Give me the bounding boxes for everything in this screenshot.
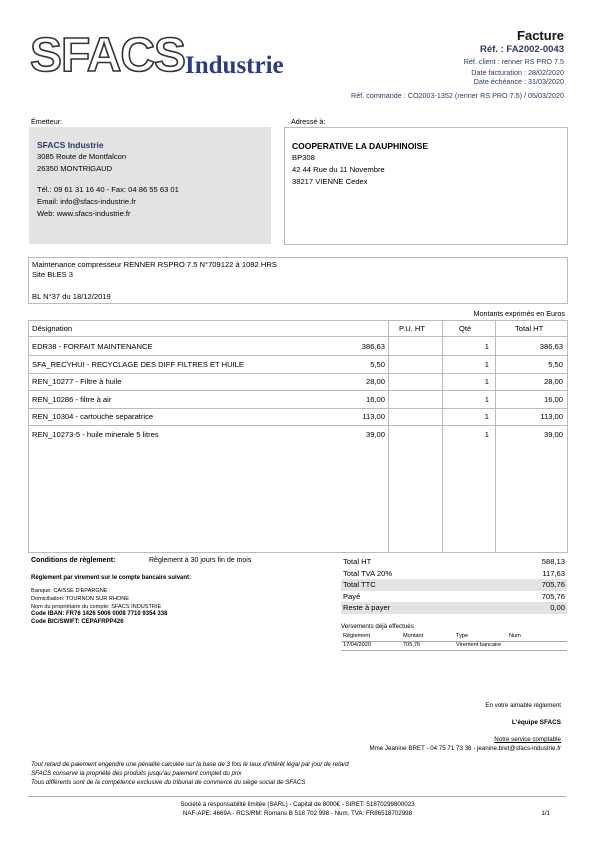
payments-title: Versements déjà effectués [341, 623, 414, 630]
total-row [341, 602, 567, 614]
bank-name: Banque: CAISSE D'EPARGNE [31, 588, 108, 594]
cell-pu: 16,00 [365, 394, 385, 404]
bic: Code BIC/SWIFT: CEPAFRPP426 [31, 619, 124, 625]
note-line2: Site BLES 3 [32, 270, 73, 279]
sender-address1: 3085 Route de Montfalcon [37, 152, 127, 161]
cell-designation: EDR38 - FORFAIT MAINTENANCE [32, 342, 153, 351]
footer-line2: NAF-APE: 4669A - RCS/RM: Romans B 518 702 998 - Num. TVA: FR86518702998 [182, 810, 413, 817]
cell-pu: 28,00 [365, 377, 385, 386]
table-row [29, 373, 567, 391]
legal-line3: Tous différents sont de la compétence exclusive du tribunal de commerce du siège social de SFACS [31, 779, 306, 786]
cell-qty: 1 [484, 412, 489, 421]
recipient-label: Adressé à: [291, 117, 326, 126]
cell-designation: REN_10286 - filtre à air [32, 394, 112, 404]
payment-conditions [31, 557, 331, 564]
invoice-lines-table [28, 320, 568, 553]
order-ref: Réf. commande : CO2003-1352 (renner RS PRO 7.5) / 05/03/2020 [351, 91, 564, 100]
total-label: Total HT [343, 557, 372, 566]
payments-header [341, 633, 567, 642]
currency-note: Montants exprimés en Euros [473, 309, 565, 318]
cell-total: 386,63 [539, 342, 563, 351]
total-value: 0,00 [550, 603, 565, 612]
payment-date: 17/04/2020 [343, 642, 371, 648]
due-date: Date échéance : 31/03/2020 [473, 77, 564, 86]
payment-row [341, 642, 567, 651]
total-label: Total TTC [343, 580, 376, 589]
recipient-name: COOPERATIVE LA DAUPHINOISE [292, 141, 429, 151]
totals-block [341, 556, 567, 614]
cell-total: 39,00 [543, 429, 563, 439]
header-total: Total HT [515, 324, 544, 333]
cell-designation: REN_10304 - cartouche separatrice [32, 412, 154, 421]
recipient-box [284, 127, 568, 245]
bank-domiciliation: Domiciliation: TOURNON SUR RHONE [31, 596, 130, 602]
conditions-label: Conditions de règlement: [31, 557, 116, 564]
header-pu: P.U. HT [399, 324, 426, 333]
conditions-value: Règlement à 30 jours fin de mois [149, 557, 252, 564]
total-row [341, 568, 567, 580]
recipient-line1: BP308 [292, 153, 315, 162]
sender-label: Émetteur: [31, 117, 63, 126]
table-row [29, 338, 567, 356]
cell-qty: 1 [484, 429, 489, 439]
header-designation: Désignation [32, 324, 73, 333]
bank-transfer-title: Règlement par virement sur le compte bancaire suivant: [31, 575, 192, 581]
cell-designation: REN_10273-5 - huile minerale 5 litres [32, 429, 159, 439]
client-ref: Réf. client : renner RS PRO 7.5 [463, 57, 564, 66]
recipient-line2: 42 44 Rue du 11 Novembre [292, 165, 385, 174]
table-row [29, 408, 567, 426]
sender-address2: 26350 MONTRIGAUD [37, 164, 113, 173]
table-row [29, 426, 567, 443]
sender-name: SFACS Industrie [37, 140, 104, 150]
sender-box [29, 127, 271, 244]
logo-brand: SFACS [30, 29, 186, 82]
legal-line1: Tout retard de paiement engendre une pénalité calculée sur la base de 3 fois le taux d'intérêt légal par jour de retard [31, 761, 349, 768]
invoice-date: Date facturation : 28/02/2020 [471, 68, 564, 77]
sender-phone: Tél.: 09 61 31 16 40 - Fax: 04 86 55 63 01 [37, 185, 179, 194]
note-box [28, 257, 568, 304]
sender-web: Web: www.sfacs-industrie.fr [37, 209, 131, 218]
cell-qty: 1 [484, 377, 489, 386]
payments-header-amount: Montant [403, 633, 424, 639]
payments-header-num: Num [509, 633, 521, 639]
invoice-header [264, 28, 564, 100]
total-label: Reste à payer [343, 603, 391, 612]
cell-qty: 1 [484, 359, 489, 369]
cell-qty: 1 [484, 394, 489, 404]
iban: Code IBAN: FR76 1426 5006 0008 7710 9354 338 [31, 611, 168, 617]
footer-divider [28, 796, 566, 797]
payments-header-type: Type [456, 633, 469, 639]
total-value: 705,76 [541, 580, 565, 589]
page-number: 1/1 [541, 810, 550, 817]
closing-greeting: En votre aimable règlement [485, 702, 561, 709]
closing-contact: Mme Jeanine BRET - 04 75 71 73 36 - jeanine.bret@sfacs-industrie.fr [369, 745, 561, 752]
cell-pu: 386,63 [361, 342, 385, 351]
total-value: 117,63 [542, 568, 565, 578]
closing-service: Notre service comptable [494, 736, 561, 743]
total-row [341, 579, 567, 591]
cell-qty: 1 [484, 342, 489, 351]
recipient-line3: 38217 VIENNE Cedex [292, 177, 368, 186]
payment-amount: 705,76 [403, 642, 421, 648]
total-label: Total TVA 20% [343, 568, 393, 578]
payment-type: Virement bancaire [456, 642, 502, 648]
cell-total: 113,00 [540, 412, 563, 421]
total-label: Payé [343, 591, 361, 601]
cell-designation: REN_10277 - Filtre à huile [32, 377, 122, 386]
table-row [29, 391, 567, 409]
invoice-ref: Réf. : FA2002-0043 [480, 44, 564, 55]
cell-designation: SFA_RECYHUI - RECYCLAGE DES DIFF FILTRES ET HUILE [32, 359, 244, 369]
sender-email: Email: info@sfacs-industrie.fr [37, 197, 136, 206]
total-value: 588,13 [541, 557, 565, 566]
cell-pu: 5,50 [370, 359, 385, 369]
payments-header-date: Règlement [343, 633, 371, 639]
payments-made [341, 623, 567, 651]
invoice-title: Facture [517, 28, 564, 43]
cell-pu: 39,00 [365, 429, 385, 439]
logo-suffix: Industrie [185, 52, 284, 79]
legal-line2: SFACS conserve la propriété des produits jusqu'au paiement complet du prix [31, 770, 242, 777]
cell-total: 28,00 [543, 377, 563, 386]
account-owner: Nom du propriétaire du compte: SFACS INDUSTRIE [31, 604, 162, 610]
note-line1: Maintenance compresseur RENNER RSPRO 7.5 N°709122 à 1082 HRS [32, 260, 277, 269]
table-row [29, 356, 567, 374]
table-header [29, 321, 567, 337]
cell-total: 16,00 [543, 394, 563, 404]
total-row [341, 591, 567, 603]
cell-total: 5,50 [548, 359, 563, 369]
total-row [341, 556, 567, 568]
footer-line1: Société à responsabilité limitée (SARL) - Capital de 8000€ - SIRET: 51870299800023 [180, 801, 415, 808]
note-line3: BL N°37 du 18/12/2019 [32, 292, 111, 301]
total-value: 705,76 [541, 591, 565, 601]
cell-pu: 113,00 [362, 412, 385, 421]
closing-team: L'équipe SFACS [511, 719, 561, 726]
header-qty: Qté [459, 324, 472, 333]
